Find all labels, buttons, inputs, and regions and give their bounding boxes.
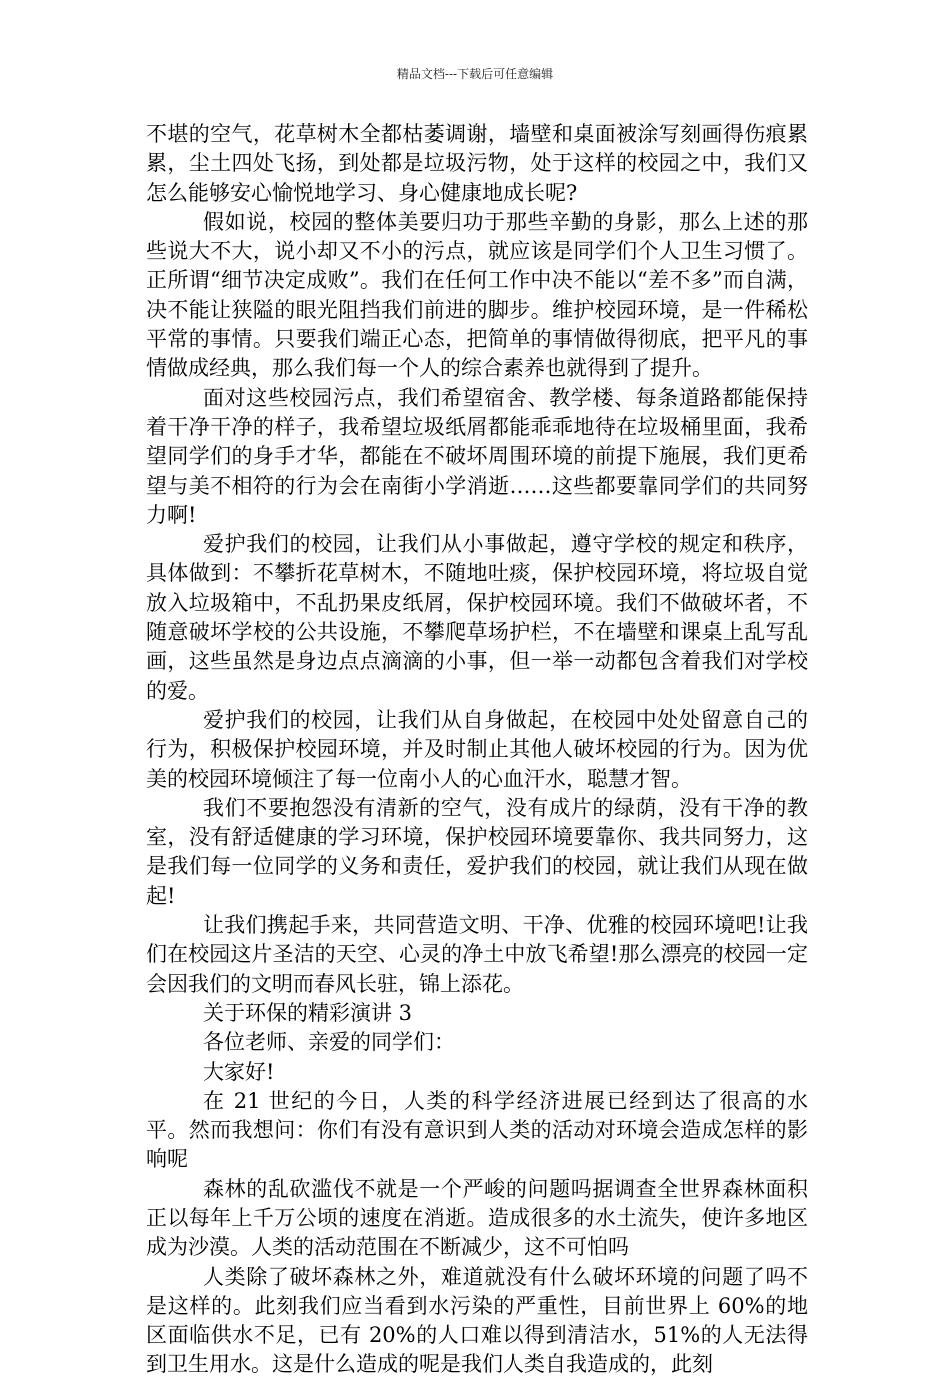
paragraph: 让我们携起手来，共同营造文明、干净、优雅的校园环境吧!让我们在校园这片圣洁的天空、心灵的净土中放飞希望!那么漂亮的校园一定会因我们的文明而春风长驻，锦上添花。 — [146, 913, 808, 996]
paragraph: 我们不要抱怨没有清新的空气，没有成片的绿荫，没有干净的教室，没有舒适健康的学习环境，保护校园环境要靠你、我共同努力，这是我们每一位同学的义务和责任，爱护我们的校园，就让我们从现在做起! — [146, 795, 808, 908]
paragraph: 面对这些校园污点，我们希望宿舍、教学楼、每条道路都能保持着干净干净的样子，我希望垃圾纸屑都能乖乖地待在垃圾桶里面，我希望同学们的身手才华，都能在不破坏周围环境的前提下施展，我们更希望与美不相符的行为会在南街小学消逝……这些都要靠同学们的共同努力啊! — [146, 385, 808, 527]
paragraph: 爱护我们的校园，让我们从小事做起，遵守学校的规定和秩序，具体做到：不攀折花草树木，不随地吐痰，保护校园环境，将垃圾自觉放入垃圾箱中，不乱扔果皮纸屑，保护校园环境。我们不做破坏者，不随意破坏学校的公共设施，不攀爬草场护栏，不在墙壁和课桌上乱写乱画，这些虽然是身边点点滴滴的小事，但一举一动都包含着我们对学校的爱。 — [146, 532, 808, 703]
document-body — [146, 120, 808, 1380]
paragraph: 森林的乱砍滥伐不就是一个严峻的问题吗据调查全世界森林面积正以每年上千万公顷的速度在消逝。造成很多的水土流失，使许多地区成为沙漠。人类的活动范围在不断减少，这不可怕吗 — [146, 1176, 808, 1260]
paragraph: 爱护我们的校园，让我们从自身做起，在校园中处处留意自己的行为，积极保护校园环境，并及时制止其他人破坏校园的行为。因为优美的校园环境倾注了每一位南小人的心血汗水，聪慧才智。 — [146, 707, 808, 791]
paragraph: 在 21 世纪的今日，人类的科学经济进展已经到达了很高的水平。然而我想问：你们有没有意识到人类的活动对环境会造成怎样的影响呢 — [146, 1088, 808, 1172]
paragraph: 不堪的空气，花草树木全都枯萎调谢，墙壁和桌面被涂写刻画得伤痕累累，尘土四处飞扬，到处都是垃圾污物，处于这样的校园之中，我们又怎么能够安心愉悦地学习、身心健康地成长呢? — [146, 122, 808, 205]
paragraph: 人类除了破坏森林之外，难道就没有什么破坏环境的问题了吗不是这样的。此刻我们应当看到水污染的严重性，目前世界上 60%的地区面临供水不足，已有 20%的人口难以得到清洁水，51%的人无法得到卫生用水。这是什么造成的呢是我们人类自我造成的，此刻 — [146, 1264, 808, 1377]
paragraph: 假如说，校园的整体美要归功于那些辛勤的身影，那么上述的那些说大不大，说小却又不小的污点，就应该是同学们个人卫生习惯了。正所谓“细节决定成败”。我们在任何工作中决不能以“差不多”而自满，决不能让狭隘的眼光阻挡我们前进的脚步。维护校园环境，是一件稀松平常的事情。只要我们端正心态，把简单的事情做得彻底，把平凡的事情做成经典，那么我们每一个人的综合素养也就得到了提升。 — [146, 209, 808, 381]
hello-line: 大家好! — [203, 1059, 275, 1084]
page-header: 精品文档---下载后可任意编辑 — [396, 67, 554, 81]
greeting: 各位老师、亲爱的同学们： — [203, 1030, 455, 1055]
section-title: 关于环保的精彩演讲 3 — [203, 1000, 413, 1025]
